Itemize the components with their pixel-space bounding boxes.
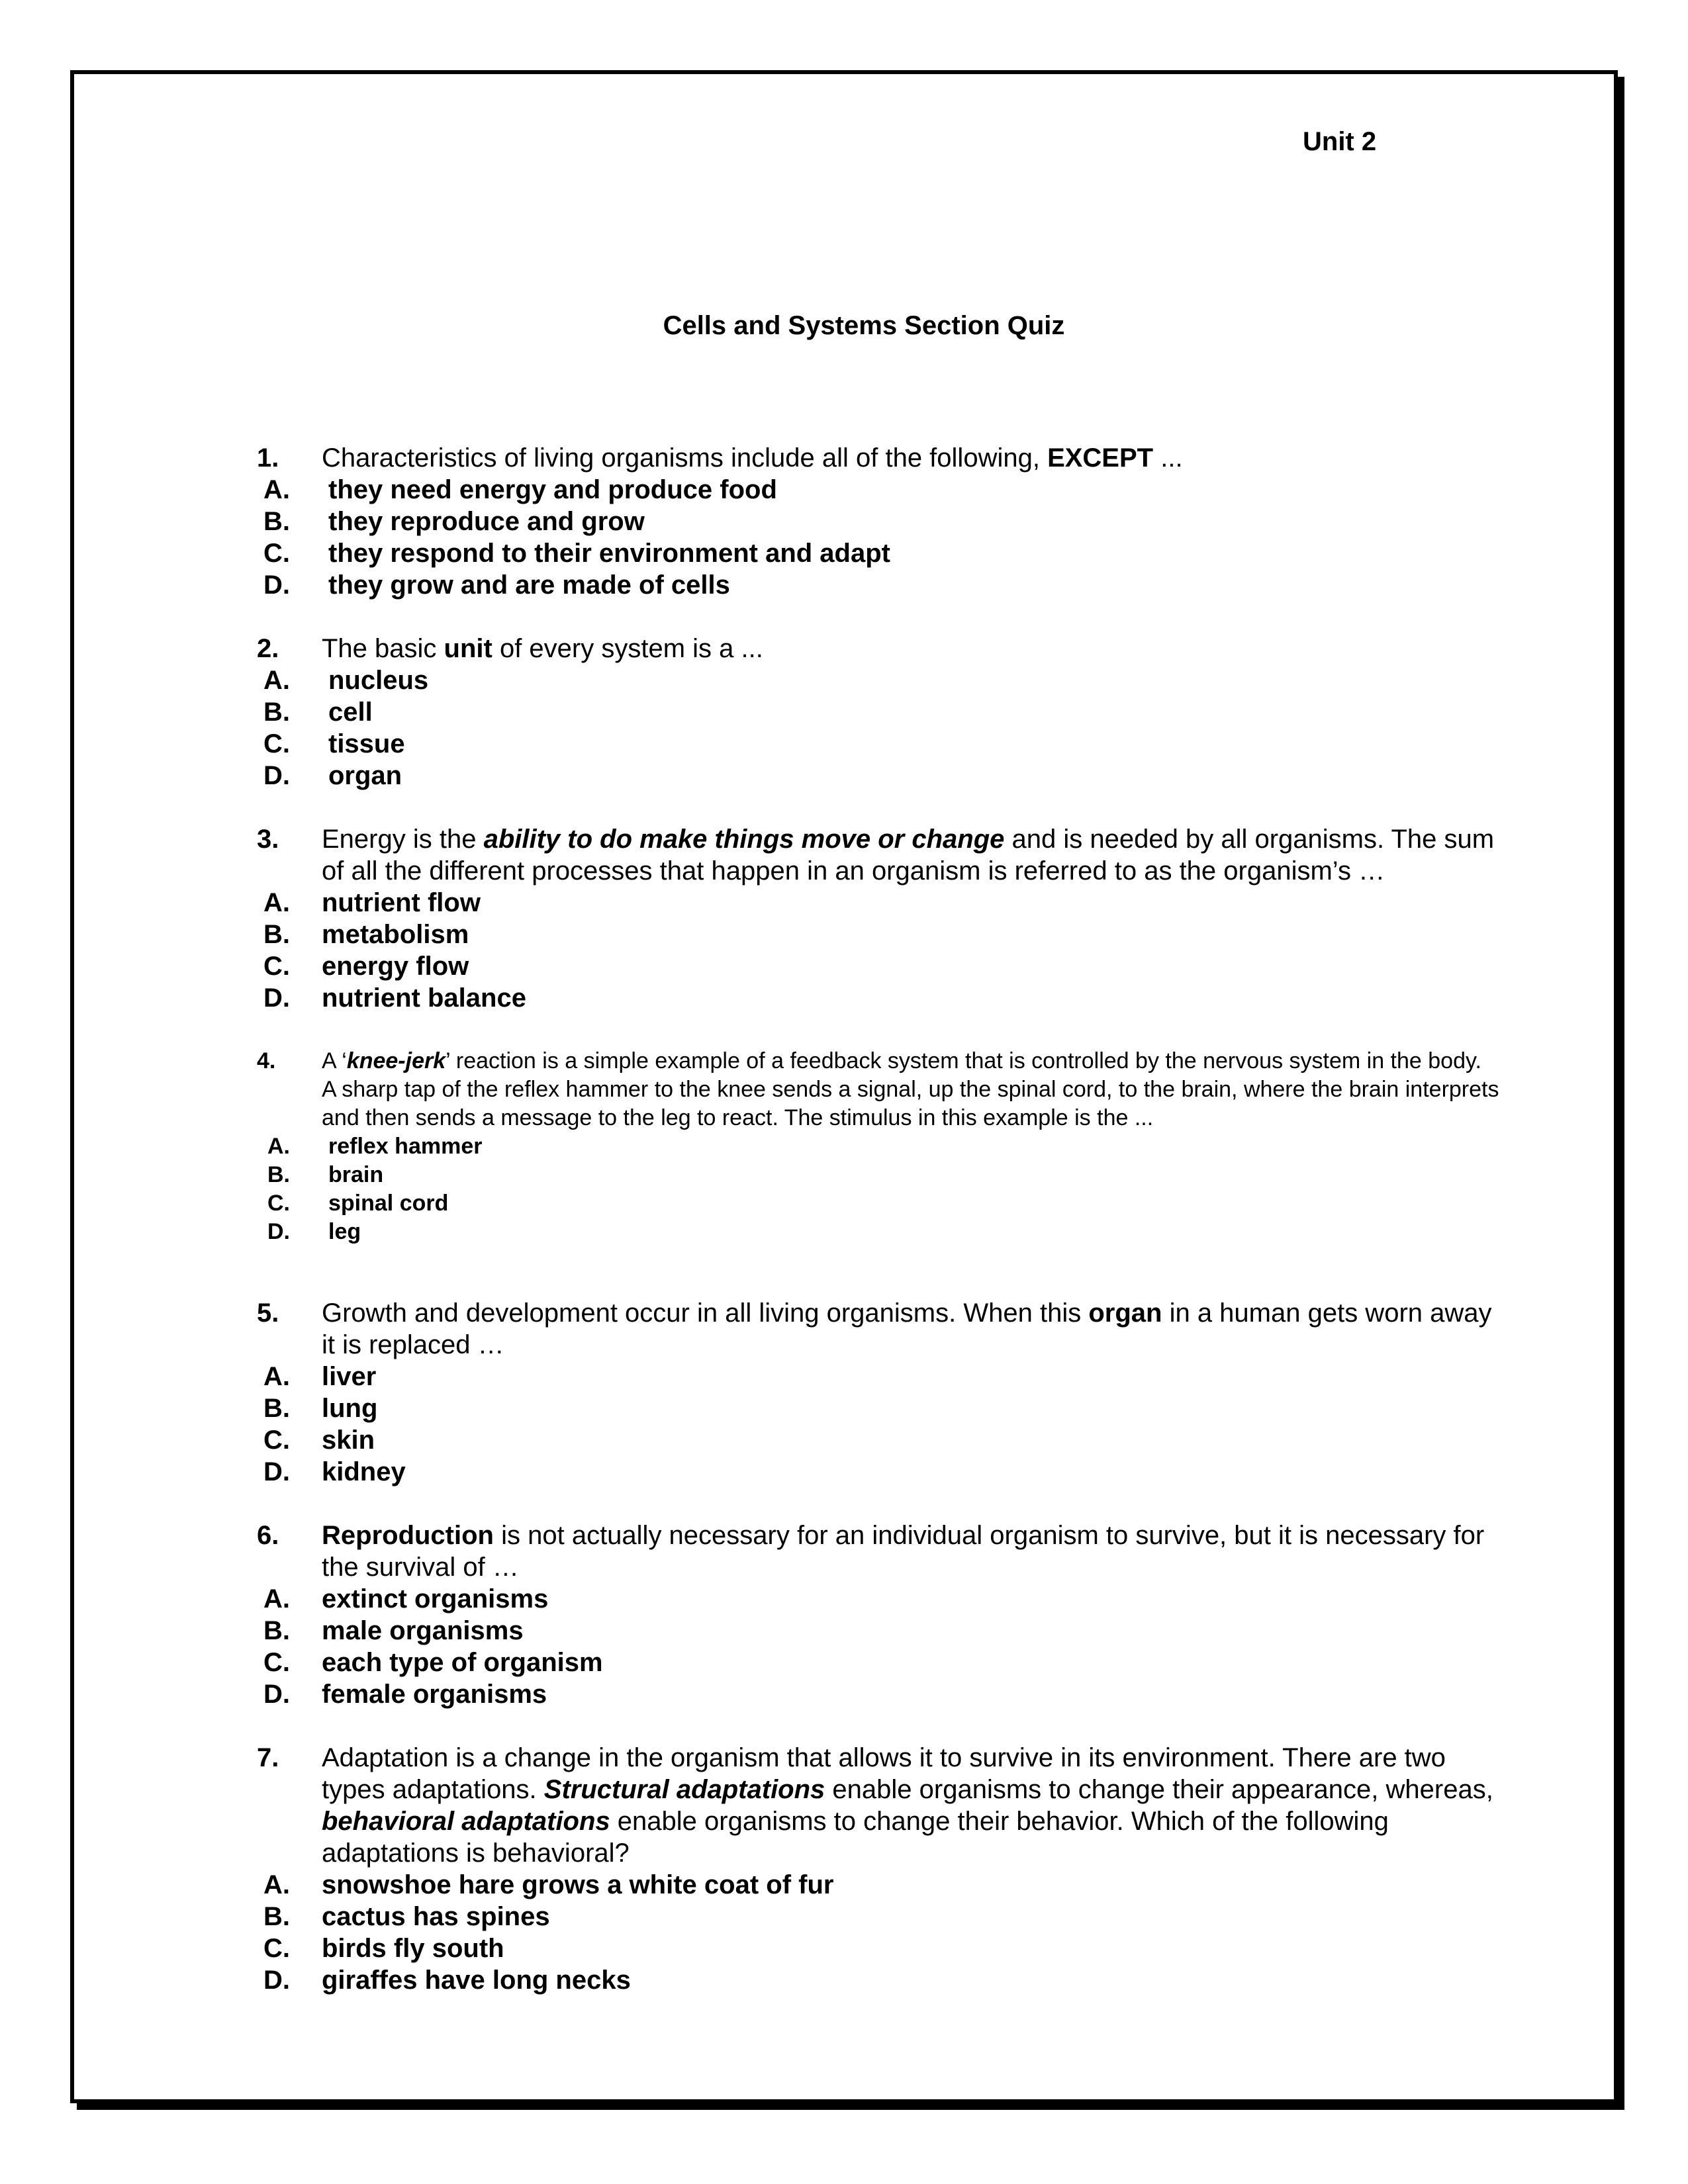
question-number: 6.: [257, 1521, 279, 1550]
answer-option-a[interactable]: [0, 664, 1688, 696]
option-letter: D.: [263, 983, 290, 1013]
question-number: 4.: [257, 1048, 276, 1073]
answer-option-a[interactable]: [0, 1132, 1688, 1161]
option-text: metabolism: [322, 920, 469, 949]
answer-option-a[interactable]: [0, 1361, 1688, 1392]
option-text: leg: [328, 1219, 361, 1244]
answer-option-d[interactable]: [0, 982, 1688, 1014]
option-text: lung: [322, 1394, 378, 1423]
option-text: organ: [328, 761, 402, 790]
answer-option-a[interactable]: [0, 1583, 1688, 1615]
option-text: birds fly south: [322, 1934, 504, 1963]
option-text: they need energy and produce food: [328, 475, 777, 504]
option-text: nutrient balance: [322, 983, 526, 1013]
question-text-part: The basic: [322, 634, 444, 663]
question-text-part: A ‘: [322, 1048, 347, 1073]
option-letter: C.: [267, 1191, 290, 1216]
option-text: each type of organism: [322, 1648, 603, 1677]
option-text: nutrient flow: [322, 888, 481, 917]
answer-option-d[interactable]: [0, 1456, 1688, 1488]
option-letter: A.: [263, 1870, 290, 1899]
option-letter: C.: [263, 729, 290, 758]
answer-option-a[interactable]: [0, 474, 1688, 506]
option-text: they respond to their environment and adapt: [328, 539, 890, 568]
question-1: [0, 442, 1688, 601]
option-letter: D.: [267, 1219, 290, 1244]
question-stem: [0, 1047, 1688, 1132]
question-keyword: ability to do make things move or change: [483, 825, 1005, 854]
answer-option-b[interactable]: [0, 1615, 1688, 1647]
answer-option-c[interactable]: [0, 1189, 1688, 1218]
option-letter: A.: [263, 475, 290, 504]
question-text-part: enable organisms to change their appearance, whereas,: [825, 1775, 1493, 1804]
option-letter: B.: [267, 1162, 290, 1187]
option-text: skin: [322, 1426, 375, 1455]
option-text: they reproduce and grow: [328, 507, 645, 536]
question-number: 3.: [257, 825, 279, 854]
option-letter: B.: [263, 507, 290, 536]
question-text-part: Characteristics of living organisms include all of the following,: [322, 443, 1048, 473]
option-text: spinal cord: [328, 1191, 449, 1216]
answer-option-d[interactable]: [0, 760, 1688, 792]
question-2: [0, 633, 1688, 792]
answer-option-d[interactable]: [0, 1964, 1688, 1996]
unit-label: Unit 2: [1303, 127, 1377, 156]
answer-options: [0, 474, 1688, 601]
answer-option-d[interactable]: [0, 1218, 1688, 1246]
question-6: [0, 1520, 1688, 1710]
question-text-part: ’ reaction is a simple example of a feedback system that is controlled by the nervous system in the body. A sharp tap of the reflex hammer to the knee sends a signal, up the spinal cord, to the brain, where the brain interprets and then sends a message to the leg to react. The stimulus in this example is the ...: [322, 1048, 1499, 1130]
option-text: cell: [328, 698, 373, 727]
question-text: [322, 1742, 1500, 1869]
question-keyword: EXCEPT: [1047, 443, 1154, 473]
question-text-part: in a human gets worn away it is replaced …: [322, 1298, 1492, 1359]
question-text-part: Energy is the: [322, 825, 484, 854]
question-stem: [0, 1520, 1688, 1583]
option-text: giraffes have long necks: [322, 1966, 631, 1995]
question-text-part: is not actually necessary for an individual organism to survive, but it is necessary for the survival of …: [322, 1521, 1485, 1582]
option-letter: A.: [263, 1584, 290, 1614]
question-stem: [0, 823, 1688, 887]
answer-options: [0, 1583, 1688, 1710]
question-stem: [0, 442, 1688, 474]
option-letter: C.: [263, 1426, 290, 1455]
question-keyword: organ: [1088, 1298, 1162, 1328]
answer-option-c[interactable]: [0, 728, 1688, 760]
option-letter: D.: [263, 1966, 290, 1995]
question-stem: [0, 1297, 1688, 1361]
answer-option-b[interactable]: [0, 1901, 1688, 1933]
question-number: 7.: [257, 1743, 279, 1772]
question-stem: [0, 633, 1688, 664]
question-text: [322, 1047, 1500, 1132]
option-text: they grow and are made of cells: [328, 570, 730, 600]
option-letter: A.: [267, 1134, 290, 1159]
question-keyword: Reproduction: [322, 1521, 494, 1550]
option-text: reflex hammer: [328, 1134, 483, 1159]
answer-option-c[interactable]: [0, 1647, 1688, 1678]
option-letter: C.: [263, 1648, 290, 1677]
option-letter: B.: [263, 920, 290, 949]
question-text: [322, 823, 1500, 887]
answer-options: [0, 1361, 1688, 1488]
answer-options: [0, 1869, 1688, 1996]
answer-option-c[interactable]: [0, 1424, 1688, 1456]
answer-option-c[interactable]: [0, 1933, 1688, 1964]
page-title: Cells and Systems Section Quiz: [663, 311, 1065, 340]
option-text: extinct organisms: [322, 1584, 549, 1614]
answer-option-a[interactable]: [0, 887, 1688, 919]
answer-option-b[interactable]: [0, 919, 1688, 950]
option-letter: A.: [263, 666, 290, 695]
question-number: 1.: [257, 443, 279, 473]
question-keyword: Structural adaptations: [543, 1775, 825, 1804]
option-letter: B.: [263, 1394, 290, 1423]
answer-option-d[interactable]: [0, 1678, 1688, 1710]
question-text-part: enable organisms to change their behavior. Which of the following adaptations is behavioral?: [322, 1807, 1389, 1868]
question-3: [0, 823, 1688, 1014]
option-letter: D.: [263, 1680, 290, 1709]
question-number: 5.: [257, 1298, 279, 1328]
option-letter: B.: [263, 1902, 290, 1931]
question-text-part: and is needed by all organisms. The sum of all the different processes that happen in an organism is referred to as the organism’s …: [322, 825, 1495, 886]
answer-options: [0, 664, 1688, 792]
option-letter: A.: [263, 888, 290, 917]
answer-option-b[interactable]: [0, 696, 1688, 728]
answer-option-c[interactable]: [0, 950, 1688, 982]
option-letter: D.: [263, 570, 290, 600]
option-text: tissue: [328, 729, 405, 758]
answer-options: [0, 1132, 1688, 1246]
option-text: nucleus: [328, 666, 429, 695]
option-text: cactus has spines: [322, 1902, 550, 1931]
question-text: [322, 1297, 1500, 1361]
answer-option-b[interactable]: [0, 1161, 1688, 1189]
option-letter: C.: [263, 952, 290, 981]
option-text: snowshoe hare grows a white coat of fur: [322, 1870, 834, 1899]
option-letter: C.: [263, 539, 290, 568]
option-text: energy flow: [322, 952, 469, 981]
answer-option-d[interactable]: [0, 569, 1688, 601]
question-text: [322, 1520, 1500, 1583]
question-text: [322, 442, 1500, 474]
option-text: male organisms: [322, 1616, 524, 1645]
question-text-part: Adaptation is a change in the organism that allows it to survive in its environment. There are two types adaptations.: [322, 1743, 1446, 1804]
question-7: [0, 1742, 1688, 1996]
option-letter: A.: [263, 1362, 290, 1391]
option-letter: D.: [263, 1457, 290, 1486]
answer-option-a[interactable]: [0, 1869, 1688, 1901]
option-text: brain: [328, 1162, 384, 1187]
answer-option-b[interactable]: [0, 1392, 1688, 1424]
answer-option-b[interactable]: [0, 506, 1688, 537]
option-letter: B.: [263, 1616, 290, 1645]
question-text: [322, 633, 1500, 664]
question-keyword: knee-jerk: [346, 1048, 446, 1073]
question-keyword: behavioral adaptations: [322, 1807, 610, 1836]
option-letter: C.: [263, 1934, 290, 1963]
option-text: liver: [322, 1362, 377, 1391]
question-stem: [0, 1742, 1688, 1869]
answer-option-c[interactable]: [0, 537, 1688, 569]
option-text: kidney: [322, 1457, 406, 1486]
question-keyword: unit: [444, 634, 492, 663]
question-number: 2.: [257, 634, 279, 663]
question-text-part: of every system is a ...: [492, 634, 763, 663]
question-text-part: Growth and development occur in all living organisms. When this: [322, 1298, 1089, 1328]
question-5: [0, 1297, 1688, 1488]
answer-options: [0, 887, 1688, 1014]
option-text: female organisms: [322, 1680, 547, 1709]
option-letter: D.: [263, 761, 290, 790]
question-4: [0, 1047, 1688, 1246]
question-text-part: ...: [1153, 443, 1183, 473]
option-letter: B.: [263, 698, 290, 727]
